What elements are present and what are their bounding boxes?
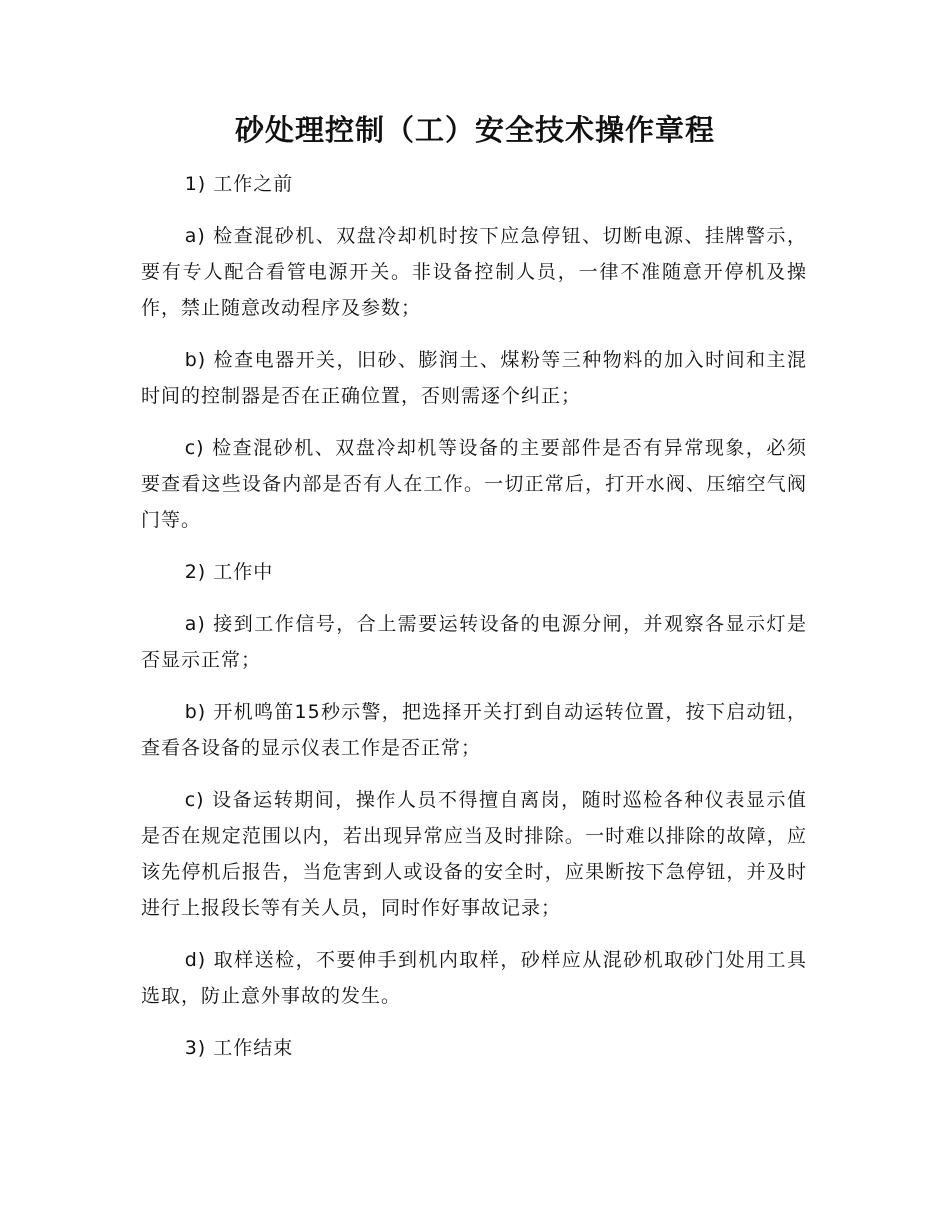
document-title: 砂处理控制（工）安全技术操作章程 <box>234 113 715 147</box>
section-heading: 3) 工作结束 <box>184 1037 294 1059</box>
section-after-work <box>141 1030 807 1066</box>
document-body <box>141 166 807 1082</box>
paragraph: a) 检查混砂机、双盘冷却机时按下应急停钮、切断电源、挂牌警示，要有专人配合看管电源开关。非设备控制人员，一律不准随意开停机及操作，禁止随意改动程序及参数； <box>141 225 807 319</box>
section-heading: 2) 工作中 <box>184 561 274 583</box>
section-before-work <box>141 166 807 538</box>
section-heading: 1) 工作之前 <box>184 173 294 195</box>
paragraph: a) 接到工作信号，合上需要运转设备的电源分闸，并观察各显示灯是否显示正常； <box>141 613 807 671</box>
paragraph: c) 设备运转期间，操作人员不得擅自离岗，随时巡检各种仪表显示值是否在规定范围以内，若出现异常应当及时排除。一时难以排除的故障，应该先停机后报告，当危害到人或设备的安全时，应果断按下急停钮，并及时进行上报段长等有关人员，同时作好事故记录； <box>141 789 807 919</box>
paragraph: b) 开机鸣笛15秒示警，把选择开关打到自动运转位置，按下启动钮，查看各设备的显示仪表工作是否正常； <box>141 701 807 759</box>
paragraph: d) 取样送检，不要伸手到机内取样，砂样应从混砂机取砂门处用工具选取，防止意外事故的发生。 <box>141 949 807 1007</box>
section-during-work <box>141 554 807 1014</box>
paragraph: c) 检查混砂机、双盘冷却机等设备的主要部件是否有异常现象，必须要查看这些设备内部是否有人在工作。一切正常后，打开水阀、压缩空气阀门等。 <box>141 437 807 531</box>
paragraph: b) 检查电器开关，旧砂、膨润土、煤粉等三种物料的加入时间和主混时间的控制器是否在正确位置，否则需逐个纠正； <box>141 349 807 407</box>
